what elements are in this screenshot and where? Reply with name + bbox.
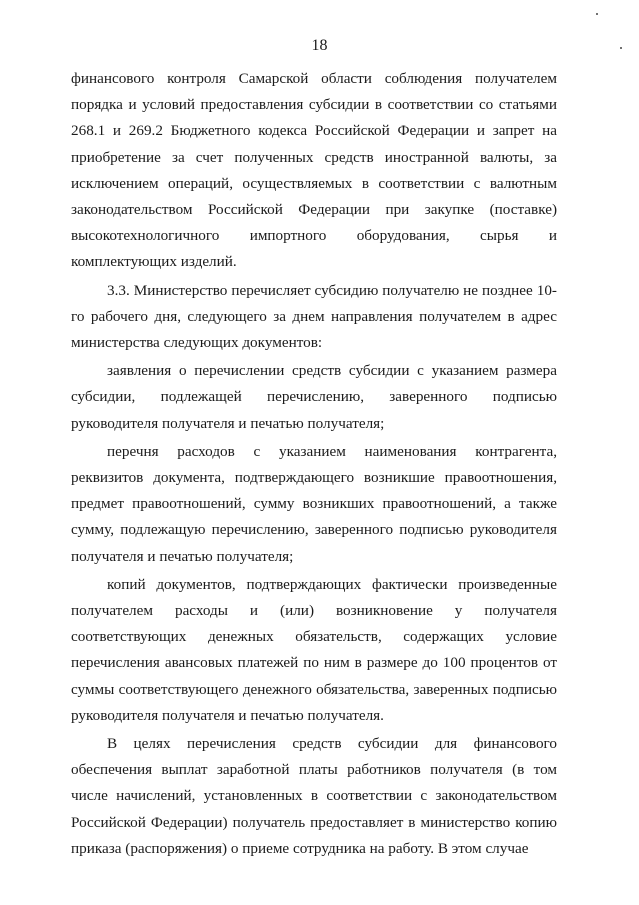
scan-speck xyxy=(596,13,598,15)
paragraph-document-copies: копий документов, подтверждающих фактически произведенные получателем расходы и (или) возникновение у получателя соответствующих денежных обязательств, содержащих условие перечисления авансовых платежей по ним в размере до 100 процентов от суммы соответствующего денежного обязательства, заверенных подписью руководителя получателя и печатью получателя. xyxy=(71,575,557,724)
paragraph-continued: финансового контроля Самарской области соблюдения получателем порядка и условий предоставления субсидии в соответствии со статьями 268.1 и 269.2 Бюджетного кодекса Российской Федерации и запрет на приобретение за счет полученных средств иностранной валюты, за исключением операций, осуществляемых в соответствии с валютным законодательством Российской Федерации при закупке (поставке) высокотехнологичного импортного оборудования, сырья и комплектующих изделий. xyxy=(71,70,557,271)
scan-speck xyxy=(620,47,622,49)
paragraph-expense-list: перечня расходов с указанием наименования контрагента, реквизитов документа, подтверждающего возникшие правоотношения, предмет правоотношений, сумму возникших правоотношений, а также сумму, подлежащую перечислению, заверенного подписью руководителя получателя и печатью получателя; xyxy=(71,442,557,565)
paragraph-application: заявления о перечислении средств субсидии с указанием размера субсидии, подлежащей перечислению, заверенного подписью руководителя получателя и печатью получателя; xyxy=(71,362,557,432)
document-body xyxy=(71,66,557,862)
paragraph-3-3: 3.3. Министерство перечисляет субсидию получателю не позднее 10-го рабочего дня, следующего за днем направления получателем в адрес министерства следующих документов: xyxy=(71,281,557,352)
paragraph-salary-financing: В целях перечисления средств субсидии для финансового обеспечения выплат заработной платы работников получателя (в том числе начислений, установленных в соответствии с законодательством Российской Федерации) получатель предоставляет в министерство копию приказа (распоряжения) о приеме сотрудника на работу. В этом случае xyxy=(71,735,557,857)
page-number: 18 xyxy=(311,37,328,54)
